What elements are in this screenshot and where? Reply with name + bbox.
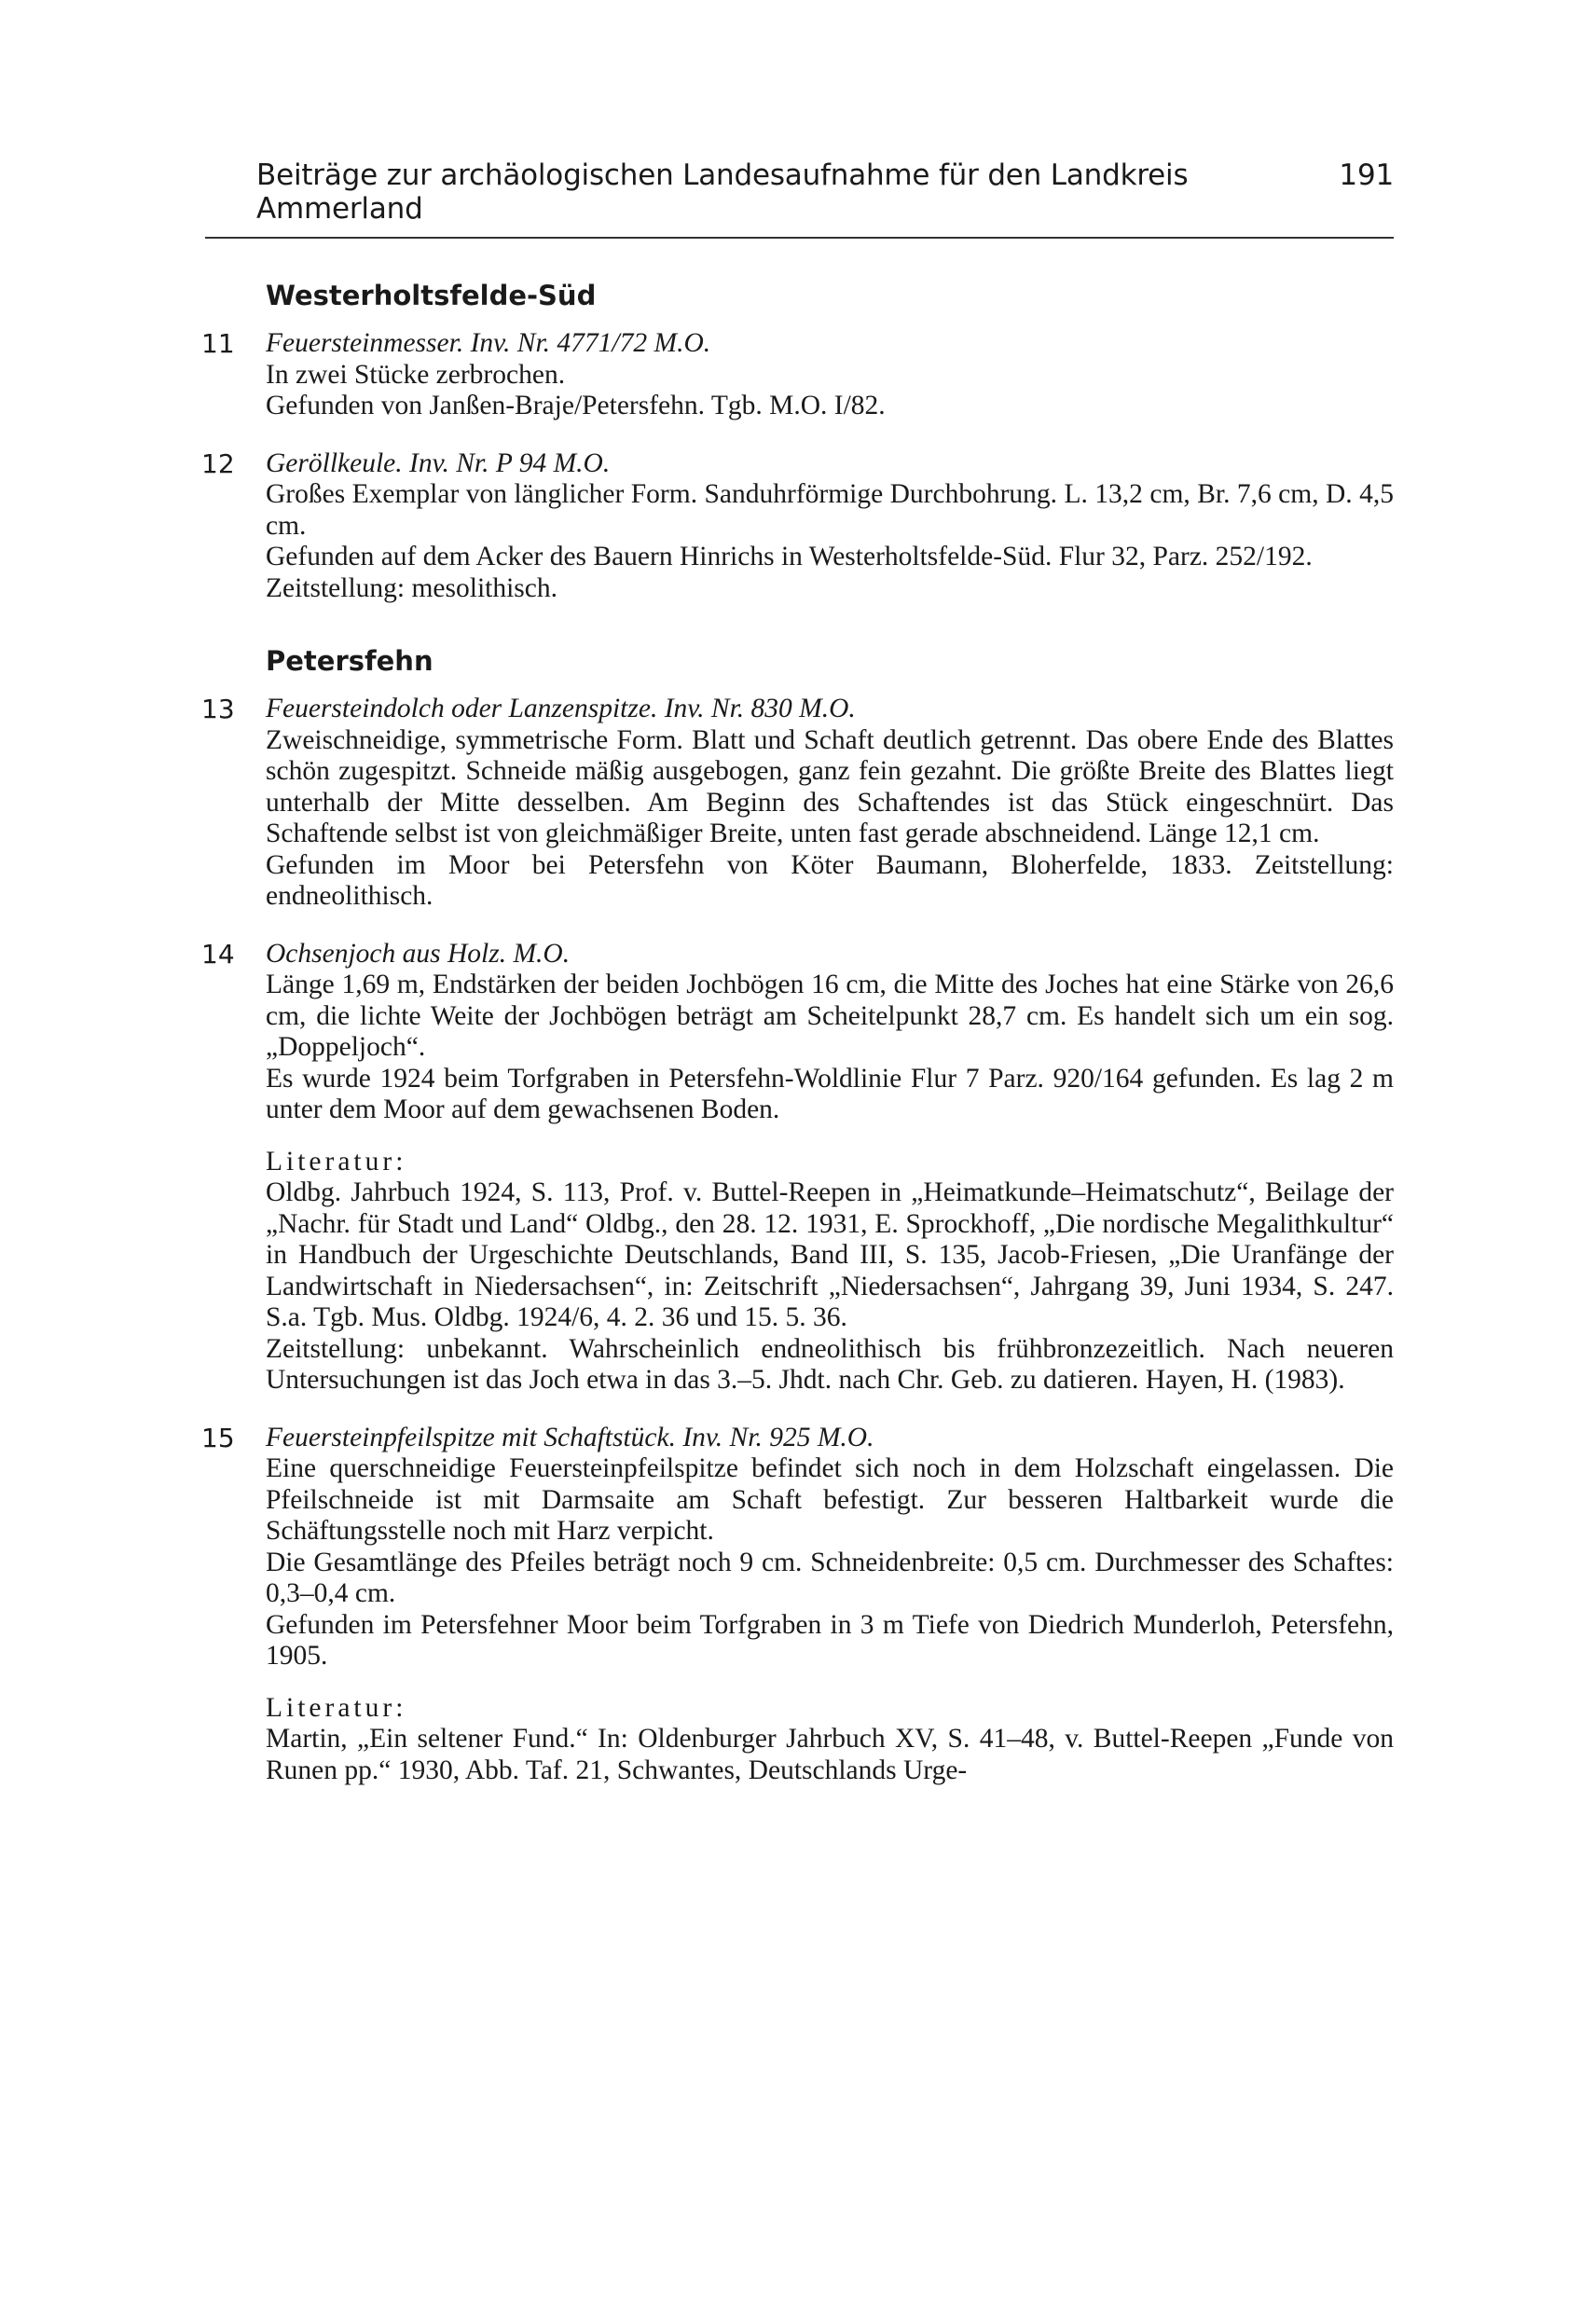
running-header (205, 158, 1394, 239)
document-page (201, 158, 1394, 1812)
catalog-entry-13 (201, 694, 1394, 913)
entry-text: Zeitstellung: mesolithisch. (266, 572, 557, 603)
entry-number: 11 (201, 328, 235, 359)
entry-number: 12 (201, 447, 235, 479)
entry-title: Geröllkeule. Inv. Nr. P 94 M.O. (266, 447, 611, 478)
entry-text: Gefunden auf dem Acker des Bauern Hinrichs in Westerholtsfelde-Süd. Flur 32, Parz. 252/192. (266, 542, 1313, 571)
literature-heading: Literatur: (266, 1692, 407, 1723)
catalog-entry-12 (201, 447, 1394, 605)
entry-title: Feuersteindolch oder Lanzenspitze. Inv. Nr. 830 M.O. (266, 694, 856, 723)
entry-title: Ochsenjoch aus Holz. M.O. (266, 938, 571, 969)
entry-text: In zwei Stücke zerbrochen. (266, 359, 566, 390)
page-number: 191 (1339, 158, 1394, 192)
entry-number: 13 (201, 694, 235, 724)
entry-text: Zeitstellung: unbekannt. Wahrscheinlich endneolithisch bis frühbronzezeitlich. Nach neueren Untersuchungen ist das Joch etwa in das 3.–5. Jhdt. nach Chr. Geb. zu datieren. Hayen, H. (1983). (266, 1333, 1394, 1395)
entry-number: 14 (201, 938, 235, 970)
section-title-petersfehn: Petersfehn (266, 645, 433, 677)
entry-title: Feuersteinmesser. Inv. Nr. 4771/72 M.O. (266, 328, 711, 358)
literature-text: Martin, „Ein seltener Fund.“ In: Oldenburger Jahrbuch XV, S. 41–48, v. Buttel-Reepen „Funde von Runen pp.“ 1930, Abb. Taf. 21, Schwantes, Deutschlands Urge- (266, 1724, 1394, 1785)
entry-title: Feuersteinpfeilspitze mit Schaftstück. Inv. Nr. 925 M.O. (266, 1422, 874, 1452)
entry-text: Gefunden von Janßen-Braje/Petersfehn. Tgb. M.O. I/82. (266, 391, 886, 420)
running-title: Beiträge zur archäologischen Landesaufnahme für den Landkreis Ammerland (256, 158, 1189, 226)
entry-text: Es wurde 1924 beim Torfgraben in Petersfehn-Woldlinie Flur 7 Parz. 920/164 gefunden. Es lag 2 m unter dem Moor auf dem gewachsenen Boden. (266, 1063, 1394, 1124)
entry-text: Gefunden im Moor bei Petersfehn von Köter Baumann, Bloherfelde, 1833. Zeitstellung: endneolithisch. (266, 849, 1394, 911)
entry-text: Zweischneidige, symmetrische Form. Blatt und Schaft deutlich getrennt. Das obere Ende des Blattes schön zugespitzt. Schneide mäßig ausgebogen, ganz fein gezahnt. Die größte Breite des Blattes liegt unterhalb der Mitte desselben. Am Beginn des Schaftendes ist das Stück eingeschnürt. Das Schaftende selbst ist von gleichmäßiger Breite, unten fast gerade abschneidend. Länge 12,1 cm. (266, 724, 1394, 848)
catalog-entry-11 (201, 328, 1394, 422)
entry-number: 15 (201, 1422, 235, 1453)
entry-text: Die Gesamtlänge des Pfeiles beträgt noch 9 cm. Schneidenbreite: 0,5 cm. Durchmesser des Schaftes: 0,3–0,4 cm. (266, 1547, 1394, 1608)
catalog-entry-15 (201, 1422, 1394, 1787)
entry-text: Eine querschneidige Feuersteinpfeilspitze befindet sich noch in dem Holzschaft eingelassen. Die Pfeilschneide ist mit Darmsaite am Schaft befestigt. Zur besseren Haltbarkeit wurde die Schäftungsstelle noch mit Harz verpicht. (266, 1453, 1394, 1546)
section-title-westerholtsfelde: Westerholtsfelde-Süd (266, 280, 597, 311)
entry-text: Gefunden im Petersfehner Moor beim Torfgraben in 3 m Tiefe von Diedrich Munderloh, Petersfehn, 1905. (266, 1609, 1394, 1671)
entry-text: Länge 1,69 m, Endstärken der beiden Jochbögen 16 cm, die Mitte des Joches hat eine Stärke von 26,6 cm, die lichte Weite der Jochbögen beträgt am Scheitelpunkt 28,7 cm. Es handelt sich um ein sog. „Doppeljoch“. (266, 970, 1394, 1062)
literature-text: Oldbg. Jahrbuch 1924, S. 113, Prof. v. Buttel-Reepen in „Heimatkunde–Heimatschutz“, Beilage der „Nachr. für Stadt und Land“ Oldbg., den 28. 12. 1931, E. Sprockhoff, „Die nordische Megalithkultur“ in Handbuch der Urgeschichte Deutschlands, Band III, S. 135, Jacob-Friesen, „Die Uranfänge der Landwirtschaft in Niedersachsen“, in: Zeitschrift „Niedersachsen“, Jahrgang 39, Juni 1934, S. 247. S.a. Tgb. Mus. Oldbg. 1924/6, 4. 2. 36 und 15. 5. 36. (266, 1177, 1394, 1332)
literature-heading: Literatur: (266, 1146, 407, 1177)
catalog-entry-14 (201, 938, 1394, 1397)
entry-text: Großes Exemplar von länglicher Form. Sanduhrförmige Durchbohrung. L. 13,2 cm, Br. 7,6 cm, D. 4,5 cm. (266, 479, 1394, 541)
